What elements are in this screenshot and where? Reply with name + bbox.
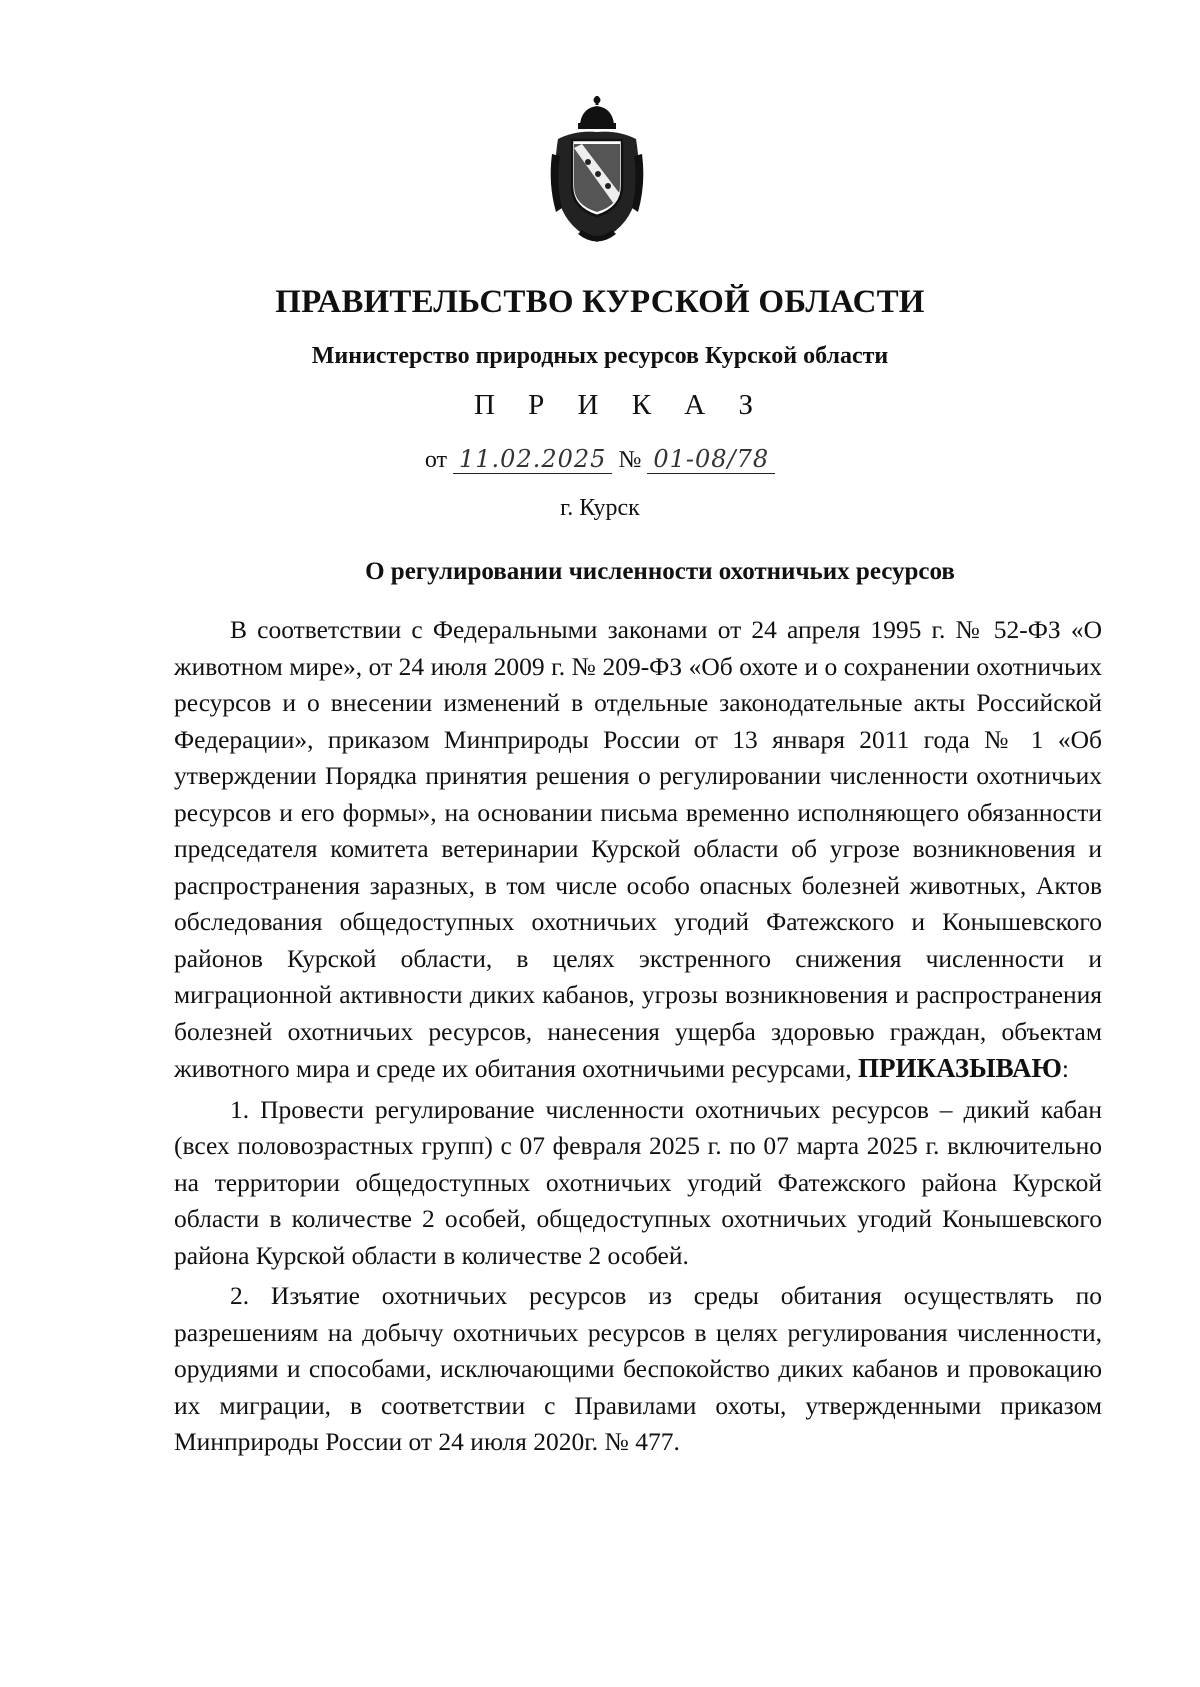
order-word: ПРИКАЗЫВАЮ (857, 1053, 1062, 1083)
preamble-text: В соответствии с Федеральными законами от 24 апреля 1995 г. № 52-ФЗ «О животном мире», от 24 июля 2009 г. № 209-ФЗ «Об охоте и о сохранении охотничьих ресурсов и о внесении изменений в отдельные законодательные акты Российской Федерации», приказом Минприроды России от 13 января 2011 года № 1 «Об утверждении Порядка принятия решения о регулировании численности охотничьих ресурсов и его формы», на основании письма временно исполняющего обязанности председателя комитета ветеринарии Курской области об угрозе возникновения и распространения заразных, в том числе особо опасных болезней животных, Актов обследования общедоступных охотничьих угодий Фатежского и Конышевского районов Курской области, в целях экстренного снижения численности и миграционной активности диких кабанов, угрозы возникновения и распространения болезней охотничьих ресурсов, нанесения ущерба здоровью граждан, объектам животного мира и среде их обитания охотничьими ресурсами, (174, 615, 1102, 1083)
order-item-2: 2. Изъятие охотничьих ресурсов из среды обитания осуществлять по разрешениям на добычу охотничьих ресурсов в целях регулирования численности, орудиями и способами, исключающими беспокойство диких кабанов и провокацию их миграции, в соответствии с Правилами охоты, утвержденными приказом Минприроды России от 24 июля 2020г. № 477. (174, 1281, 1102, 1456)
order-item-1: 1. Провести регулирование численности охотничьих ресурсов – дикий кабан (всех половозрастных групп) с 07 февраля 2025 г. по 07 марта 2025 г. включительно на территории общедоступных охотничьих угодий Фатежского района Курской области в количестве 2 особей, общедоступных охотничьих угодий Конышевского района Курской области в количестве 2 особей. (174, 1094, 1102, 1270)
coat-of-arms-icon (548, 94, 646, 249)
date-number-line (0, 445, 1200, 474)
city-line: г. Курск (560, 495, 640, 521)
date-prefix: от (424, 447, 448, 473)
document-title: О регулировании численности охотничьих ресурсов (365, 558, 955, 585)
ministry-heading: Министерство природных ресурсов Курской области (311, 343, 889, 369)
preamble-paragraph (174, 612, 1102, 1088)
order-colon: : (1061, 1054, 1069, 1083)
document-type: П Р И К А З (473, 389, 767, 421)
handwritten-date: 11.02.2025 (453, 445, 612, 474)
number-prefix: № (618, 447, 642, 473)
document-body (174, 612, 1102, 1461)
government-heading: ПРАВИТЕЛЬСТВО КУРСКОЙ ОБЛАСТИ (275, 284, 925, 320)
handwritten-number: 01-08/78 (647, 445, 775, 474)
